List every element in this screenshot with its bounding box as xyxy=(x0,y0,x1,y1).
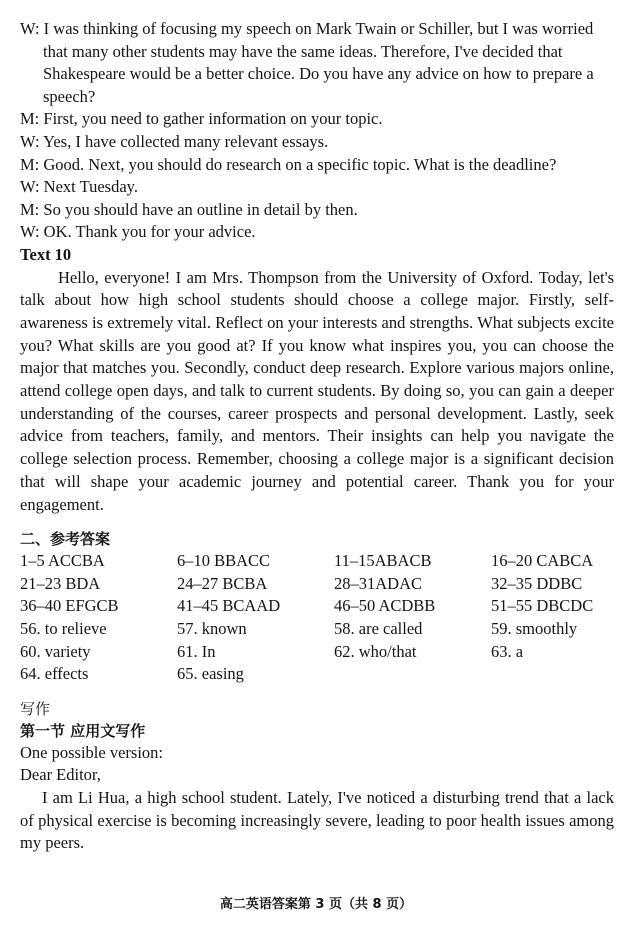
dialogue-line: M: First, you need to gather information on your topic. xyxy=(20,109,383,129)
dialogue-line: M: So you should have an outline in detail by then. xyxy=(20,199,358,219)
answer-cell: 61. In xyxy=(177,641,216,661)
answer-cell: 36–40 EFGCB xyxy=(20,596,119,616)
answer-cell: 51–55 DBCDC xyxy=(491,596,594,616)
answer-cell: 11–15ABACB xyxy=(334,551,432,571)
dialogue xyxy=(20,18,614,244)
answer-cell: 56. to relieve xyxy=(20,619,107,639)
answer-cell: 21–23 BDA xyxy=(20,573,101,593)
text10-title: Text 10 xyxy=(20,244,72,264)
answer-row xyxy=(20,618,614,641)
answer-table xyxy=(20,550,614,686)
dialogue-line: W: OK. Thank you for your advice. xyxy=(20,222,256,242)
dialogue-line: W: Yes, I have collected many relevant essays. xyxy=(20,131,329,151)
answer-cell: 1–5 ACCBA xyxy=(20,551,105,571)
answer-cell: 6–10 BBACC xyxy=(177,551,271,571)
answer-cell xyxy=(491,663,614,686)
writing-section-title: 第一节 应用文写作 xyxy=(20,721,146,740)
answer-cell: 60. variety xyxy=(20,641,91,661)
writing-heading: 写作 xyxy=(20,699,51,718)
answer-cell: 59. smoothly xyxy=(491,619,578,639)
answer-cell: 32–35 DDBC xyxy=(491,573,583,593)
answer-cell: 41–45 BCAAD xyxy=(177,596,281,616)
answers-heading: 二、参考答案 xyxy=(20,530,111,549)
answer-row xyxy=(20,663,614,686)
answer-cell: 46–50 ACDBB xyxy=(334,596,436,616)
answer-row xyxy=(20,550,614,573)
answer-cell: 57. known xyxy=(177,619,247,639)
answer-cell: 63. a xyxy=(491,641,524,661)
letter-body: I am Li Hua, a high school student. Lately, I've noticed a disturbing trend that a lack of physical exercise is becoming increasingly severe, leading to poor health issues among my peers. xyxy=(20,788,614,853)
text10-body: Hello, everyone! I am Mrs. Thompson from the University of Oxford. Today, let's talk about how high school students should choose a college major. Firstly, self-awareness is extremely vital. Reflect on your interests and strengths. What subjects excite you? What skills are you good at? If you know what inspires you, you can choose the major that matches you. Secondly, conduct deep research. Explore various majors online, attend college open days, and talk to current students. By doing so, you can gain a deeper understanding of the courses, career prospects and personal development. Lastly, seek advice from teachers, family, and mentors. Their insights can help you navigate the college selection process. Remember, choosing a college major is a significant decision that will shape your academic journey and potential career. Thank you for your engagement. xyxy=(20,267,614,514)
dialogue-line: W: I was thinking of focusing my speech on Mark Twain or Schiller, but I was worried that many other students may have the same ideas. Therefore, I've decided that Shakespeare would be a better choice. Do you have any advice on how to prepare a speech? xyxy=(20,19,594,106)
answer-row xyxy=(20,573,614,596)
dialogue-line: M: Good. Next, you should do research on a specific topic. What is the deadline? xyxy=(20,154,557,174)
answer-cell: 64. effects xyxy=(20,664,89,684)
dialogue-line: W: Next Tuesday. xyxy=(20,177,138,197)
version-label: One possible version: xyxy=(20,742,163,762)
answer-cell: 58. are called xyxy=(334,619,423,639)
salutation: Dear Editor, xyxy=(20,765,101,785)
page-footer: 高二英语答案第 3 页（共 8 页） xyxy=(219,897,413,912)
answer-cell: 62. who/that xyxy=(334,641,417,661)
answer-cell: 65. easing xyxy=(177,664,244,684)
answer-row xyxy=(20,595,614,618)
document-page xyxy=(20,18,614,855)
answer-cell: 24–27 BCBA xyxy=(177,573,268,593)
answer-row xyxy=(20,641,614,664)
answer-cell xyxy=(334,663,491,686)
answer-cell: 16–20 CABCA xyxy=(491,551,594,571)
answer-cell: 28–31ADAC xyxy=(334,573,423,593)
